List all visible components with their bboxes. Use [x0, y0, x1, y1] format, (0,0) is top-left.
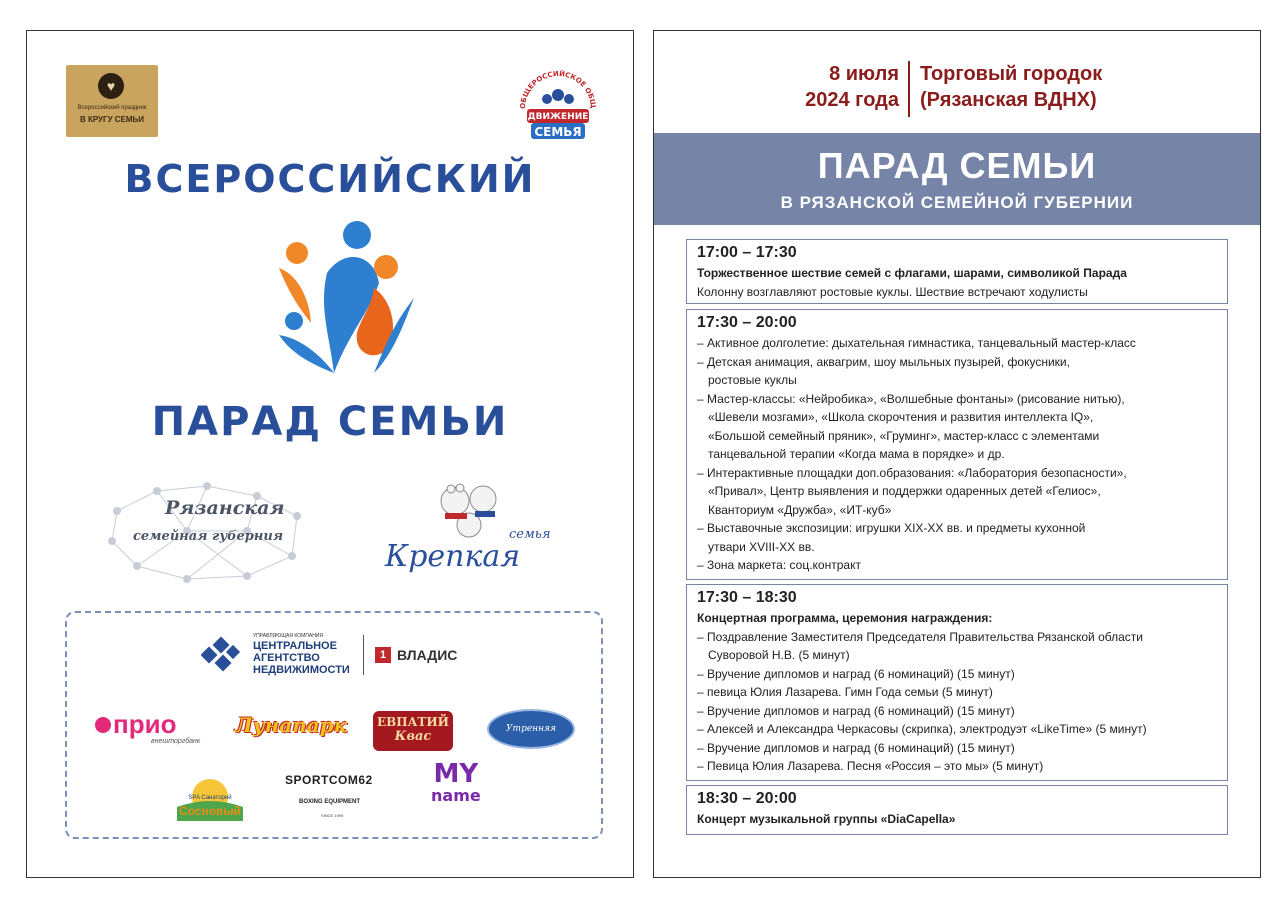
poster-left — [26, 30, 634, 878]
sanatoriy-line-1: SPA Санаторий — [188, 795, 232, 801]
bears-icon — [441, 484, 496, 537]
banner-subtitle: В РЯЗАНСКОЙ СЕМЕЙНОЙ ГУБЕРНИИ — [780, 193, 1134, 212]
schedule-line: Торжественное шествие семей с флагами, шарами, символикой Парада — [697, 266, 1127, 280]
divider — [363, 635, 364, 675]
schedule-line: Колонну возглавляют ростовые куклы. Шествие встречают ходулисты — [697, 284, 1088, 299]
schedule-line: – Интерактивные площадки доп.образования: «Лаборатория безопасности», — [697, 465, 1127, 480]
event-place — [920, 61, 1240, 113]
schedule-line: «Привал», Центр выявления и поддержки одаренных детей «Гелиос», — [708, 484, 1101, 498]
schedule-line: – певица Юлия Лазарева. Гимн Года семьи (5 минут) — [697, 685, 993, 699]
schedule-line: ростовые куклы — [708, 373, 797, 387]
schedule-time: 17:30 – 18:30 — [697, 589, 797, 606]
myname-logo — [431, 759, 481, 807]
sportcom-since: SINCE 1999 — [321, 813, 344, 818]
krep-small: семья — [509, 527, 551, 542]
schedule-time: 17:30 – 20:00 — [697, 314, 797, 331]
myname-line-1: MY — [433, 759, 479, 789]
sportcom-sub: BOXING EQUIPMENT — [299, 799, 361, 805]
poster-title-top: ВСЕРОССИЙСКИЙ — [124, 157, 536, 201]
movement-label-2: СЕМЬЯ — [534, 125, 582, 139]
badge-caption: В КРУГУ СЕМЬИ — [79, 115, 145, 124]
gub-line-2: семейная губерния — [133, 529, 284, 544]
movement-label-1: ДВИЖЕНИЕ — [527, 112, 589, 122]
schedule-line: – Вручение дипломов и наград (6 номинаций) (15 минут) — [697, 703, 1015, 718]
badge-caption-small: Всероссийский праздник — [77, 105, 147, 111]
schedule-line: – Вручение дипломов и наград (6 номинаций) (15 минут) — [697, 740, 1015, 755]
schedule-line: – Мастер-классы: «Нейробика», «Волшебные фонтаны» (рисование нитью), — [697, 391, 1125, 406]
banner-title: ПАРАД СЕМЬИ — [817, 145, 1097, 186]
schedule-line: утвари XVIII-XX вв. — [708, 539, 815, 554]
prio-sub: внешторгбанк — [151, 738, 201, 745]
schedule-line: – Певица Юлия Лазарева. Песня «Россия – это мы» (5 минут) — [697, 759, 1044, 773]
sanatoriy-logo — [175, 777, 245, 821]
myname-line-2: name — [431, 786, 481, 805]
vladis-label: ВЛАДИС — [397, 647, 458, 663]
prio-icon — [95, 717, 111, 733]
agency-line-3: НЕДВИЖИМОСТИ — [253, 664, 350, 676]
date-line-2: 2024 года — [805, 89, 899, 111]
agency-line-1: ЦЕНТРАЛЬНОЕ — [253, 640, 337, 652]
movement-arc-text: ОБЩЕРОССИЙСКОЕ ОБЩ — [518, 69, 598, 110]
place-line-2: (Рязанская ВДНХ) — [920, 89, 1097, 111]
schedule-line: «Шевели мозгами», «Школа скорочтения и развития интеллекта IQ», — [708, 410, 1094, 424]
prio-label: прио — [113, 709, 177, 739]
sportcom-label: SPORTCOM62 — [285, 773, 373, 787]
schedule-line: – Выставочные экспозиции: игрушки XIX-XX вв. и предметы кухонной — [697, 521, 1086, 535]
vladis-icon: 1 — [375, 647, 391, 663]
v-krugu-semyi-badge — [66, 65, 158, 137]
schedule-line: танцевальной терапии «Когда мама в порядке» и др. — [708, 447, 1005, 461]
sponsors-block — [65, 611, 603, 839]
family-emblem-icon: ♥ — [98, 73, 124, 99]
schedule-line: – Детская анимация, аквагрим, шоу мыльных пузырей, фокусники, — [697, 354, 1070, 369]
schedule-time: 18:30 – 20:00 — [697, 790, 797, 807]
ryazan-family-province-logo — [97, 471, 317, 589]
evpatiy-line-2: Квас — [394, 729, 432, 744]
place-line-1: Торговый городок — [920, 63, 1103, 85]
schedule-line: «Большой семейный пряник», «Груминг», мастер-класс с элементами — [708, 428, 1100, 443]
event-date — [759, 61, 899, 113]
title-banner — [654, 133, 1260, 225]
poster-right — [653, 30, 1261, 878]
schedule-line: Концерт музыкальной группы «DiaCapella» — [697, 812, 956, 826]
schedule-block — [686, 239, 1228, 304]
date-divider — [908, 61, 910, 117]
gub-line-1: Рязанская — [165, 497, 285, 519]
sanatoriy-line-2: Сосновый — [178, 804, 242, 818]
agency-line-2: АГЕНТСТВО — [253, 652, 320, 664]
schedule-line: – Вручение дипломов и наград (6 номинаций) (15 минут) — [697, 666, 1015, 681]
schedule-block — [686, 584, 1228, 781]
agency-logo-icon — [201, 631, 243, 673]
schedule-line: – Зона маркета: соц.контракт — [697, 558, 861, 572]
poster-title-main: ПАРАД СЕМЬИ — [151, 399, 509, 445]
schedule-line: Кванториум «Дружба», «ИТ-куб» — [708, 502, 892, 517]
agency-small: УПРАВЛЯЮЩАЯ КОМПАНИЯ — [253, 633, 324, 639]
evpatiy-logo — [373, 711, 453, 751]
schedule-line: Суворовой Н.В. (5 минут) — [708, 648, 850, 662]
svg-text:ОБЩЕРОССИЙСКОЕ ОБЩЕСТВЕННОЕ — [515, 65, 597, 109]
lunapark-label: Лунапарк — [235, 713, 348, 737]
dvizhenie-semya-logo — [515, 65, 601, 145]
schedule-time: 17:00 – 17:30 — [697, 244, 797, 261]
schedule-line: Концертная программа, церемония награждения: — [697, 611, 993, 625]
krepkaya-semya-logo — [379, 479, 569, 579]
krep-big: Крепкая — [385, 539, 521, 574]
schedule-line: – Алексей и Александра Черкасовы (скрипка), электродуэт «LikeTime» (5 минут) — [697, 722, 1147, 736]
evpatiy-line-1: ЕВПАТИЙ — [377, 715, 449, 729]
schedule-block — [686, 785, 1228, 835]
schedule-line: – Поздравление Заместителя Председателя Правительства Рязанской области — [697, 629, 1143, 644]
schedule-line: – Активное долголетие: дыхательная гимнастика, танцевальный мастер-класс — [697, 336, 1136, 350]
zvezda-logo: Утренняя Звезда — [487, 709, 575, 749]
date-line-1: 8 июля — [829, 63, 899, 85]
schedule-block — [686, 309, 1228, 580]
family-parade-emblem-icon — [249, 213, 419, 383]
